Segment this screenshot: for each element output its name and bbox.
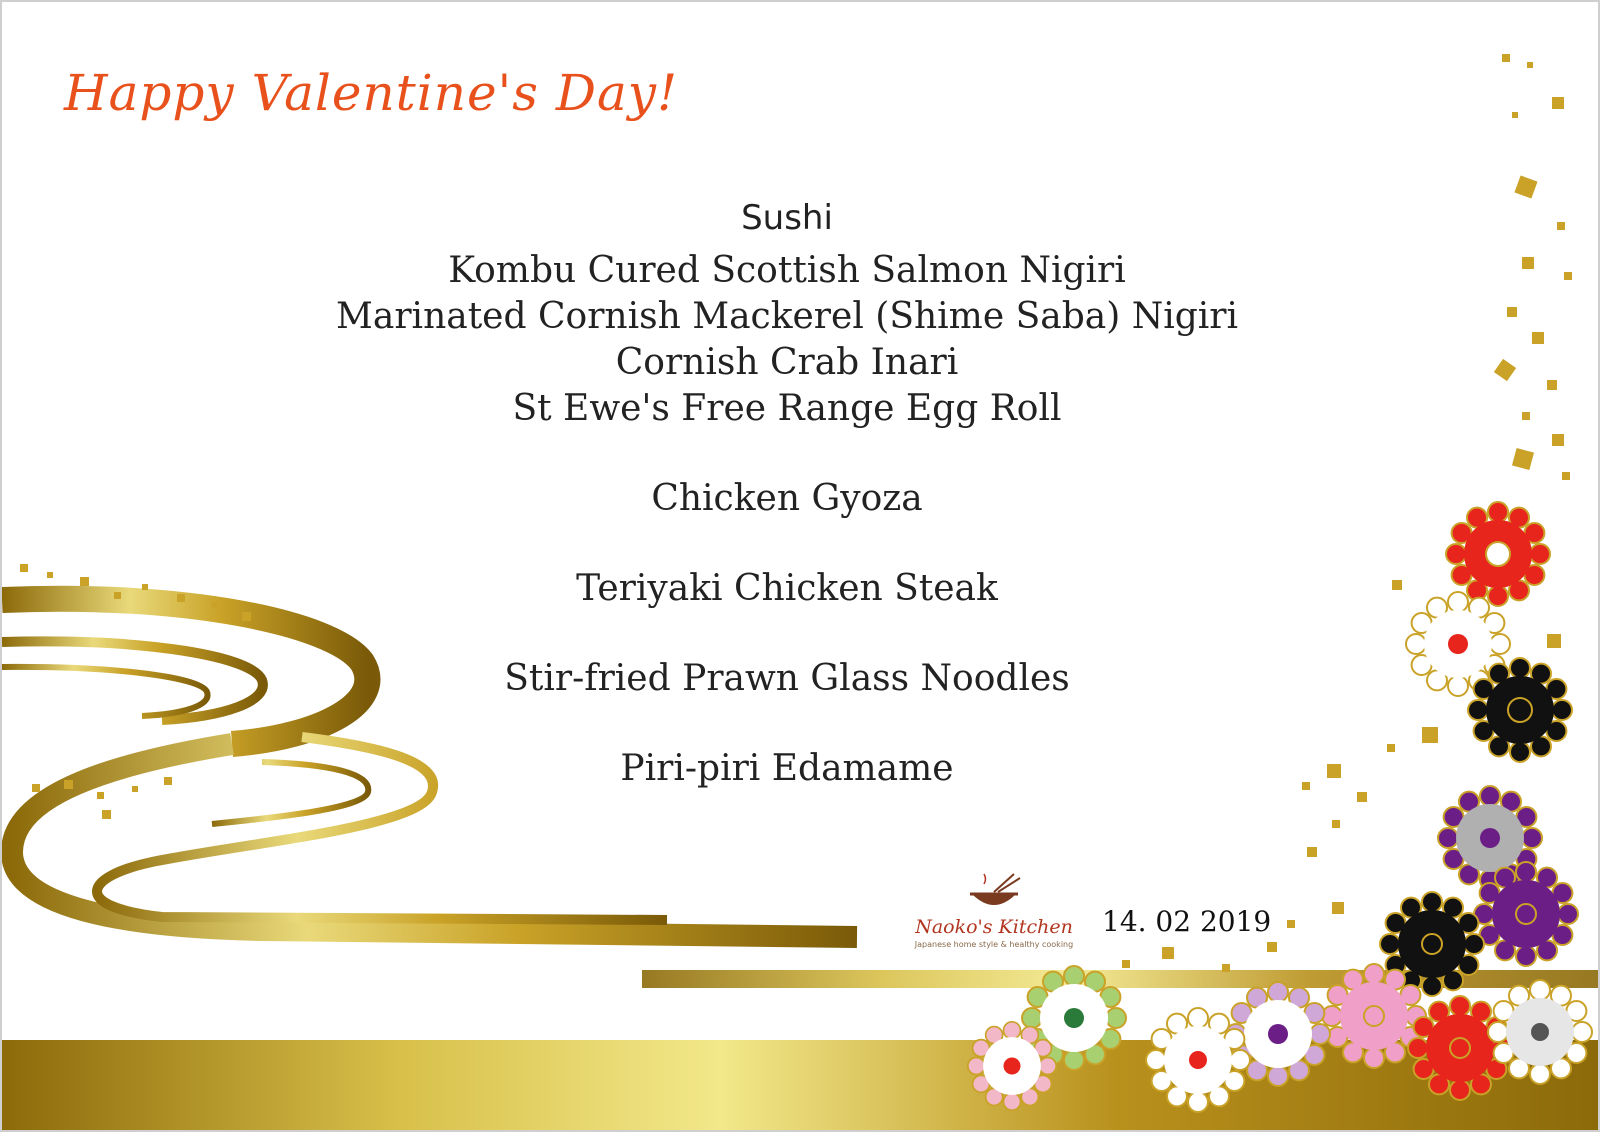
dish-item-group <box>287 566 1287 612</box>
bowl-chopsticks-icon <box>964 872 1024 914</box>
menu-item: Piri-piri Edamame <box>620 748 954 789</box>
dish-item-group <box>287 656 1287 702</box>
greeting-heading: Happy Valentine's Day! <box>64 64 679 122</box>
event-date: 14. 02 2019 <box>1102 905 1272 938</box>
menu-item: Cornish Crab Inari <box>615 342 959 383</box>
sushi-items <box>287 248 1287 432</box>
menu-item: Chicken Gyoza <box>651 478 923 519</box>
sushi-section-title: Sushi <box>741 198 833 238</box>
menu-item: St Ewe's Free Range Egg Roll <box>512 388 1062 429</box>
menu-list <box>287 192 1287 836</box>
logo-name: Naoko's Kitchen <box>915 916 1073 938</box>
logo-tagline: Japanese home style & healthy cooking <box>914 940 1074 949</box>
menu-item: Stir-fried Prawn Glass Noodles <box>504 658 1070 699</box>
menu-item: Kombu Cured Scottish Salmon Nigiri <box>448 250 1126 291</box>
dish-item-group <box>287 476 1287 522</box>
menu-item: Teriyaki Chicken Steak <box>576 568 998 609</box>
menu-item: Marinated Cornish Mackerel (Shime Saba) Nigiri <box>336 296 1238 337</box>
dish-item-group <box>287 746 1287 792</box>
naokos-kitchen-logo <box>904 872 1084 952</box>
